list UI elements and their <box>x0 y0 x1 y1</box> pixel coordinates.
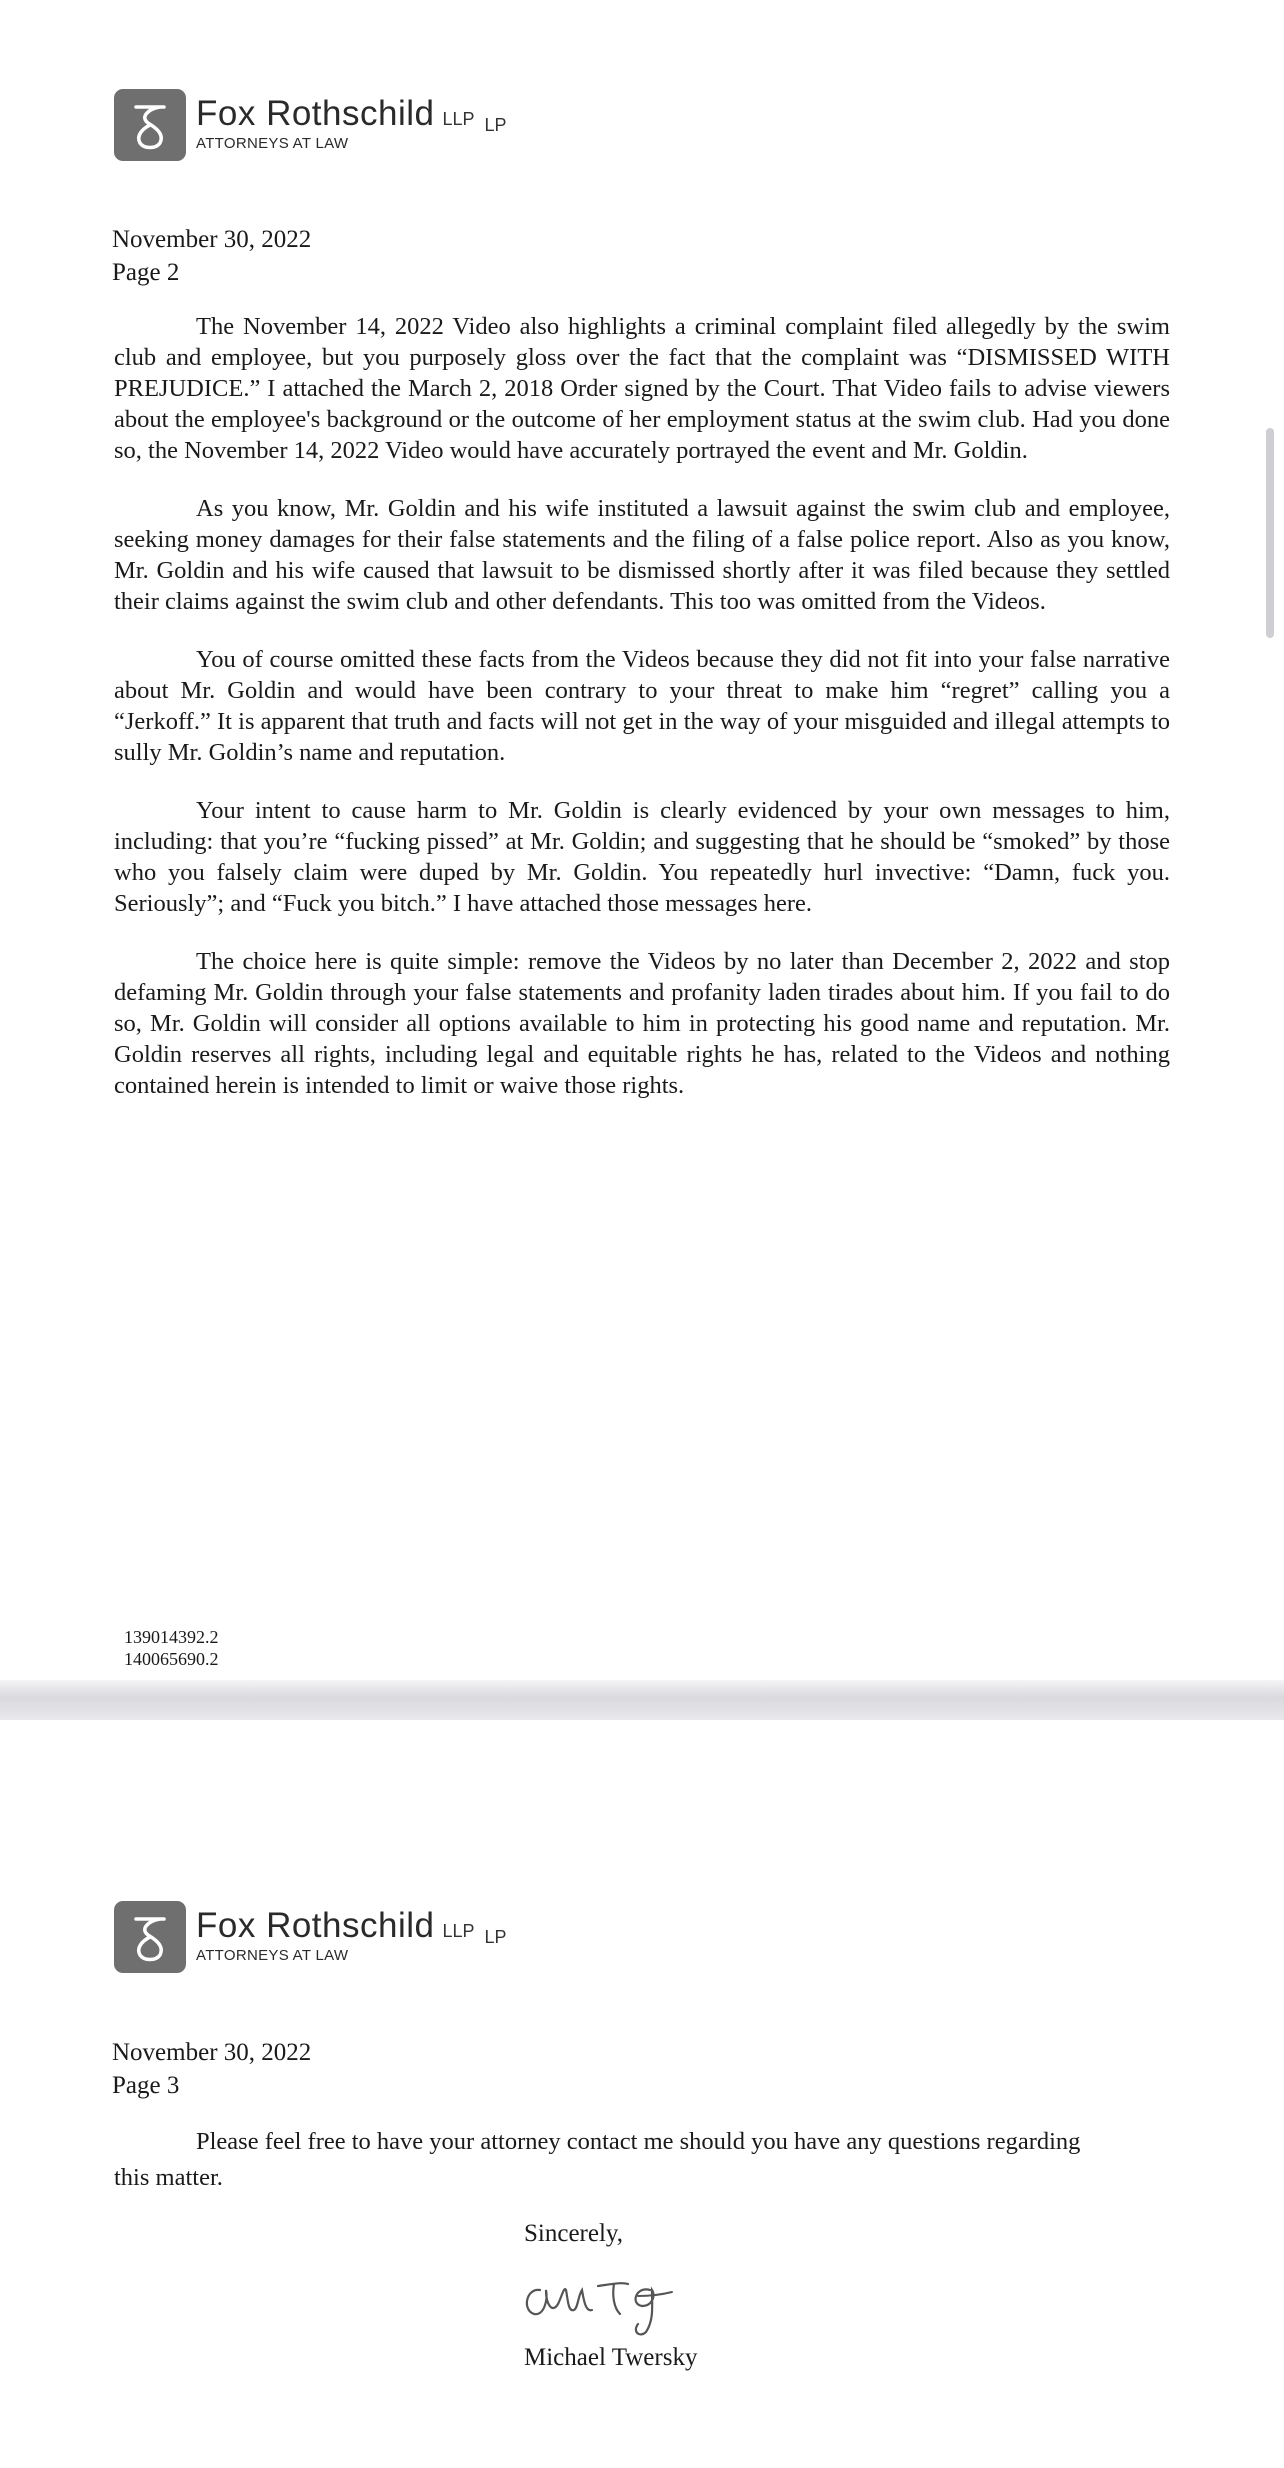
scrollbar-thumb[interactable] <box>1266 428 1274 638</box>
firm-block <box>196 94 507 152</box>
page-number: Page 3 <box>112 2072 180 2099</box>
handwritten-signature-icon <box>512 2260 692 2345</box>
paragraph: Your intent to cause harm to Mr. Goldin is clearly evidenced by your own messages to him, including: that you’re “fucking pissed” at Mr. Goldin; and suggesting that he should be “smoked” by those who you falsely claim were duped by Mr. Goldin. You repeatedly hurl invective: “Damn, fuck you. Seriously”; and “Fuck you bitch.” I have attached those messages here. <box>114 797 1170 917</box>
fox-rothschild-logo-icon <box>114 89 186 161</box>
document-ids <box>124 1626 219 1670</box>
document-page-3 <box>0 1720 1284 2468</box>
firm-llp-label: LLP <box>442 109 475 129</box>
letterhead <box>114 88 507 162</box>
page-separator <box>0 1680 1284 1720</box>
page-header <box>112 2036 311 2102</box>
paragraph: The choice here is quite simple: remove the Videos by no later than December 2, 2022 and stop defaming Mr. Goldin through your false statements and profanity laden tirades about him. If you fail to do so, Mr. Goldin will consider all options available to him in protecting his good name and reputation. Mr. Goldin reserves all rights, including legal and equitable rights he has, related to the Videos and nothing contained herein is intended to limit or waive those rights. <box>114 948 1170 1099</box>
firm-llp-label: LLP <box>442 1921 475 1941</box>
letter-date: November 30, 2022 <box>112 226 312 253</box>
firm-name: Fox Rothschild <box>196 1906 435 1945</box>
firm-block <box>196 1906 507 1964</box>
closing-salutation: Sincerely, <box>524 2220 624 2247</box>
firm-lp-label: LP <box>484 115 507 135</box>
paragraph: As you know, Mr. Goldin and his wife instituted a lawsuit against the swim club and employee, seeking money damages for their false statements and the filing of a false police report. Also as you know, Mr. Goldin and his wife caused that lawsuit to be dismissed shortly after it was filed because they settled their claims against the swim club and other defendants. This too was omitted from the Videos. <box>114 495 1170 615</box>
document-id: 140065690.2 <box>124 1649 219 1669</box>
signer-name: Michael Twersky <box>524 2344 698 2371</box>
letter-body <box>114 311 1170 1128</box>
letterhead <box>114 1900 507 1974</box>
firm-lp-label: LP <box>484 1927 507 1947</box>
page-number: Page 2 <box>112 259 180 286</box>
letter-body <box>114 2124 1114 2196</box>
firm-subtitle: ATTORNEYS AT LAW <box>196 135 349 152</box>
page-header <box>112 223 311 289</box>
letter-date: November 30, 2022 <box>112 2039 312 2066</box>
firm-subtitle: ATTORNEYS AT LAW <box>196 1947 349 1964</box>
paragraph: You of course omitted these facts from the Videos because they did not fit into your false narrative about Mr. Goldin and would have been contrary to your threat to make him “regret” calling you a “Jerkoff.” It is apparent that truth and facts will not get in the way of your misguided and illegal attempts to sully Mr. Goldin’s name and reputation. <box>114 646 1170 766</box>
paragraph: Please feel free to have your attorney contact me should you have any questions regarding this matter. <box>114 2128 1081 2191</box>
paragraph: The November 14, 2022 Video also highlights a criminal complaint filed allegedly by the swim club and employee, but you purposely gloss over the fact that the complaint was “DISMISSED WITH PREJUDICE.” I attached the March 2, 2018 Order signed by the Court. That Video fails to advise viewers about the employee's background or the outcome of her employment status at the swim club. Had you done so, the November 14, 2022 Video would have accurately portrayed the event and Mr. Goldin. <box>114 313 1170 464</box>
fox-rothschild-logo-icon <box>114 1901 186 1973</box>
firm-name: Fox Rothschild <box>196 94 435 133</box>
document-id: 139014392.2 <box>124 1627 219 1647</box>
